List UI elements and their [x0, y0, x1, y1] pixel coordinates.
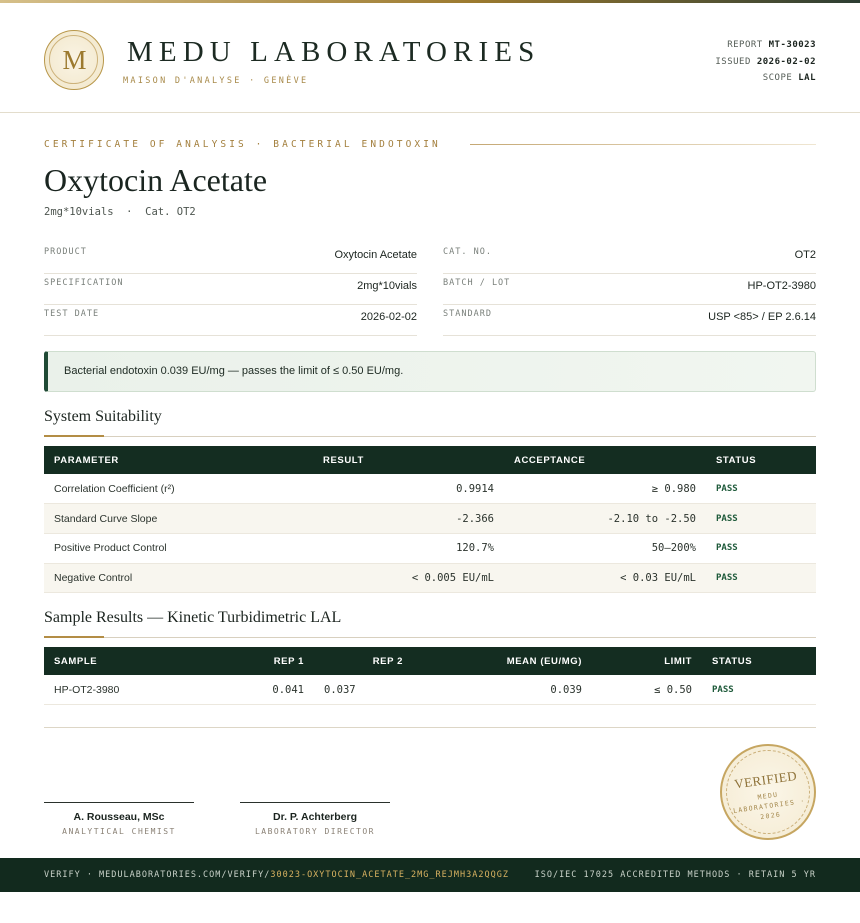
parameter-cell: Correlation Coefficient (r²) [44, 474, 313, 504]
samples-title: Sample Results — Kinetic Turbidimetric LAL [44, 609, 342, 626]
report-number: MT-30023 [768, 40, 816, 50]
status-badge: PASS [706, 504, 816, 534]
parameter-cell: Negative Control [44, 563, 313, 593]
section-divider [44, 436, 816, 437]
signature-block [44, 802, 194, 836]
samples-table [44, 647, 816, 705]
result-banner-text: Bacterial endotoxin 0.039 EU/mg — passes the limit of ≤ 0.50 EU/mg. [64, 365, 404, 377]
result-cell: 120.7% [313, 533, 504, 563]
scope-value: LAL [798, 73, 816, 83]
info-cat-no [443, 243, 816, 274]
section-accent [44, 435, 104, 437]
report-meta [715, 37, 816, 87]
status-badge: PASS [706, 533, 816, 563]
certificate-label: CERTIFICATE OF ANALYSIS · BACTERIAL ENDOTOXIN [44, 139, 441, 150]
info-value: HP-OT2-3980 [747, 280, 816, 292]
section-divider [44, 637, 816, 638]
info-test-date [44, 305, 417, 336]
signatory-role: ANALYTICAL CHEMIST [62, 827, 176, 836]
issued-date: 2026-02-02 [756, 56, 816, 67]
signature-divider [44, 727, 816, 728]
suitability-title: System Suitability [44, 408, 162, 425]
table-row [44, 474, 816, 504]
report-header [0, 3, 860, 113]
info-label: TEST DATE [44, 309, 100, 319]
column-header: STATUS [716, 454, 757, 466]
brand-tagline: MAISON D'ANALYSE · GENÈVE [123, 76, 309, 86]
seal-title: VERIFIED [733, 767, 798, 792]
certificate-divider [470, 144, 816, 145]
column-header: RESULT [323, 454, 364, 466]
info-specification [44, 274, 417, 305]
suitability-table [44, 446, 816, 593]
acceptance-cell: < 0.03 EU/mL [504, 563, 706, 593]
column-header: REP 1 [273, 655, 304, 667]
table-row [44, 675, 816, 705]
column-header: STATUS [712, 655, 753, 667]
parameter-cell: Standard Curve Slope [44, 504, 313, 534]
report-label: REPORT [727, 40, 763, 50]
status-badge: PASS [706, 474, 816, 504]
info-label: SPECIFICATION [44, 278, 124, 288]
logo-letter: M [62, 45, 87, 75]
lab-logo [44, 30, 104, 90]
status-badge: PASS [702, 675, 816, 705]
signatory-name: Dr. P. Achterberg [272, 811, 358, 823]
rep2-cell: 0.037 [314, 675, 413, 705]
info-batch [443, 274, 816, 305]
verify-prefix: VERIFY · MEDULABORATORIES.COM/VERIFY/ [44, 870, 271, 880]
info-label: PRODUCT [44, 247, 87, 257]
report-footer [0, 858, 860, 892]
acceptance-cell: ≥ 0.980 [504, 474, 706, 504]
info-standard [443, 305, 816, 336]
result-banner [44, 351, 816, 392]
signatory-role: LABORATORY DIRECTOR [254, 827, 375, 836]
product-title: Oxytocin Acetate [44, 162, 268, 198]
accreditation-note: ISO/IEC 17025 ACCREDITED METHODS · RETAIN 5 YR [534, 870, 816, 880]
verify-link[interactable]: 30023-OXYTOCIN_ACETATE_2MG_REJMH3A2QQGZ [270, 870, 509, 880]
sample-cell: HP-OT2-3980 [44, 675, 214, 705]
scope-label: SCOPE [762, 73, 793, 83]
result-cell: -2.366 [313, 504, 504, 534]
column-header: LIMIT [664, 655, 692, 667]
acceptance-cell: 50–200% [504, 533, 706, 563]
parameter-cell: Positive Product Control [44, 533, 313, 563]
info-value: USP <85> / EP 2.6.14 [708, 311, 816, 323]
section-accent [44, 636, 104, 638]
product-subtitle: 2mg*10vials · Cat. OT2 [44, 206, 196, 218]
info-value: 2026-02-02 [360, 311, 417, 323]
info-value: Oxytocin Acetate [334, 249, 417, 261]
info-label: BATCH / LOT [443, 278, 511, 288]
table-header-row [44, 446, 816, 474]
signatory-name: A. Rousseau, MSc [73, 811, 165, 823]
seal-subtitle: MEDU LABORATORIES · 2026 [732, 790, 807, 822]
acceptance-cell: -2.10 to -2.50 [504, 504, 706, 534]
info-value: 2mg*10vials [357, 280, 417, 292]
info-product [44, 243, 417, 274]
verified-seal [720, 744, 816, 840]
table-header-row [44, 647, 816, 675]
brand-name: MEDU LABORATORIES [127, 36, 541, 68]
signature-block [240, 802, 390, 836]
info-value: OT2 [794, 249, 816, 261]
column-header: ACCEPTANCE [514, 454, 586, 466]
column-header: SAMPLE [54, 655, 98, 667]
mean-cell: 0.039 [413, 675, 592, 705]
column-header: REP 2 [372, 655, 403, 667]
rep1-cell: 0.041 [214, 675, 314, 705]
column-header: PARAMETER [54, 454, 119, 466]
status-badge: PASS [706, 563, 816, 593]
table-row [44, 533, 816, 563]
table-row [44, 563, 816, 593]
info-label: CAT. NO. [443, 247, 492, 257]
info-label: STANDARD [443, 309, 492, 319]
table-row [44, 504, 816, 534]
issued-label: ISSUED [715, 56, 751, 67]
result-cell: 0.9914 [313, 474, 504, 504]
result-cell: < 0.005 EU/mL [313, 563, 504, 593]
limit-cell: ≤ 0.50 [592, 675, 702, 705]
column-header: MEAN (EU/MG) [506, 655, 582, 667]
